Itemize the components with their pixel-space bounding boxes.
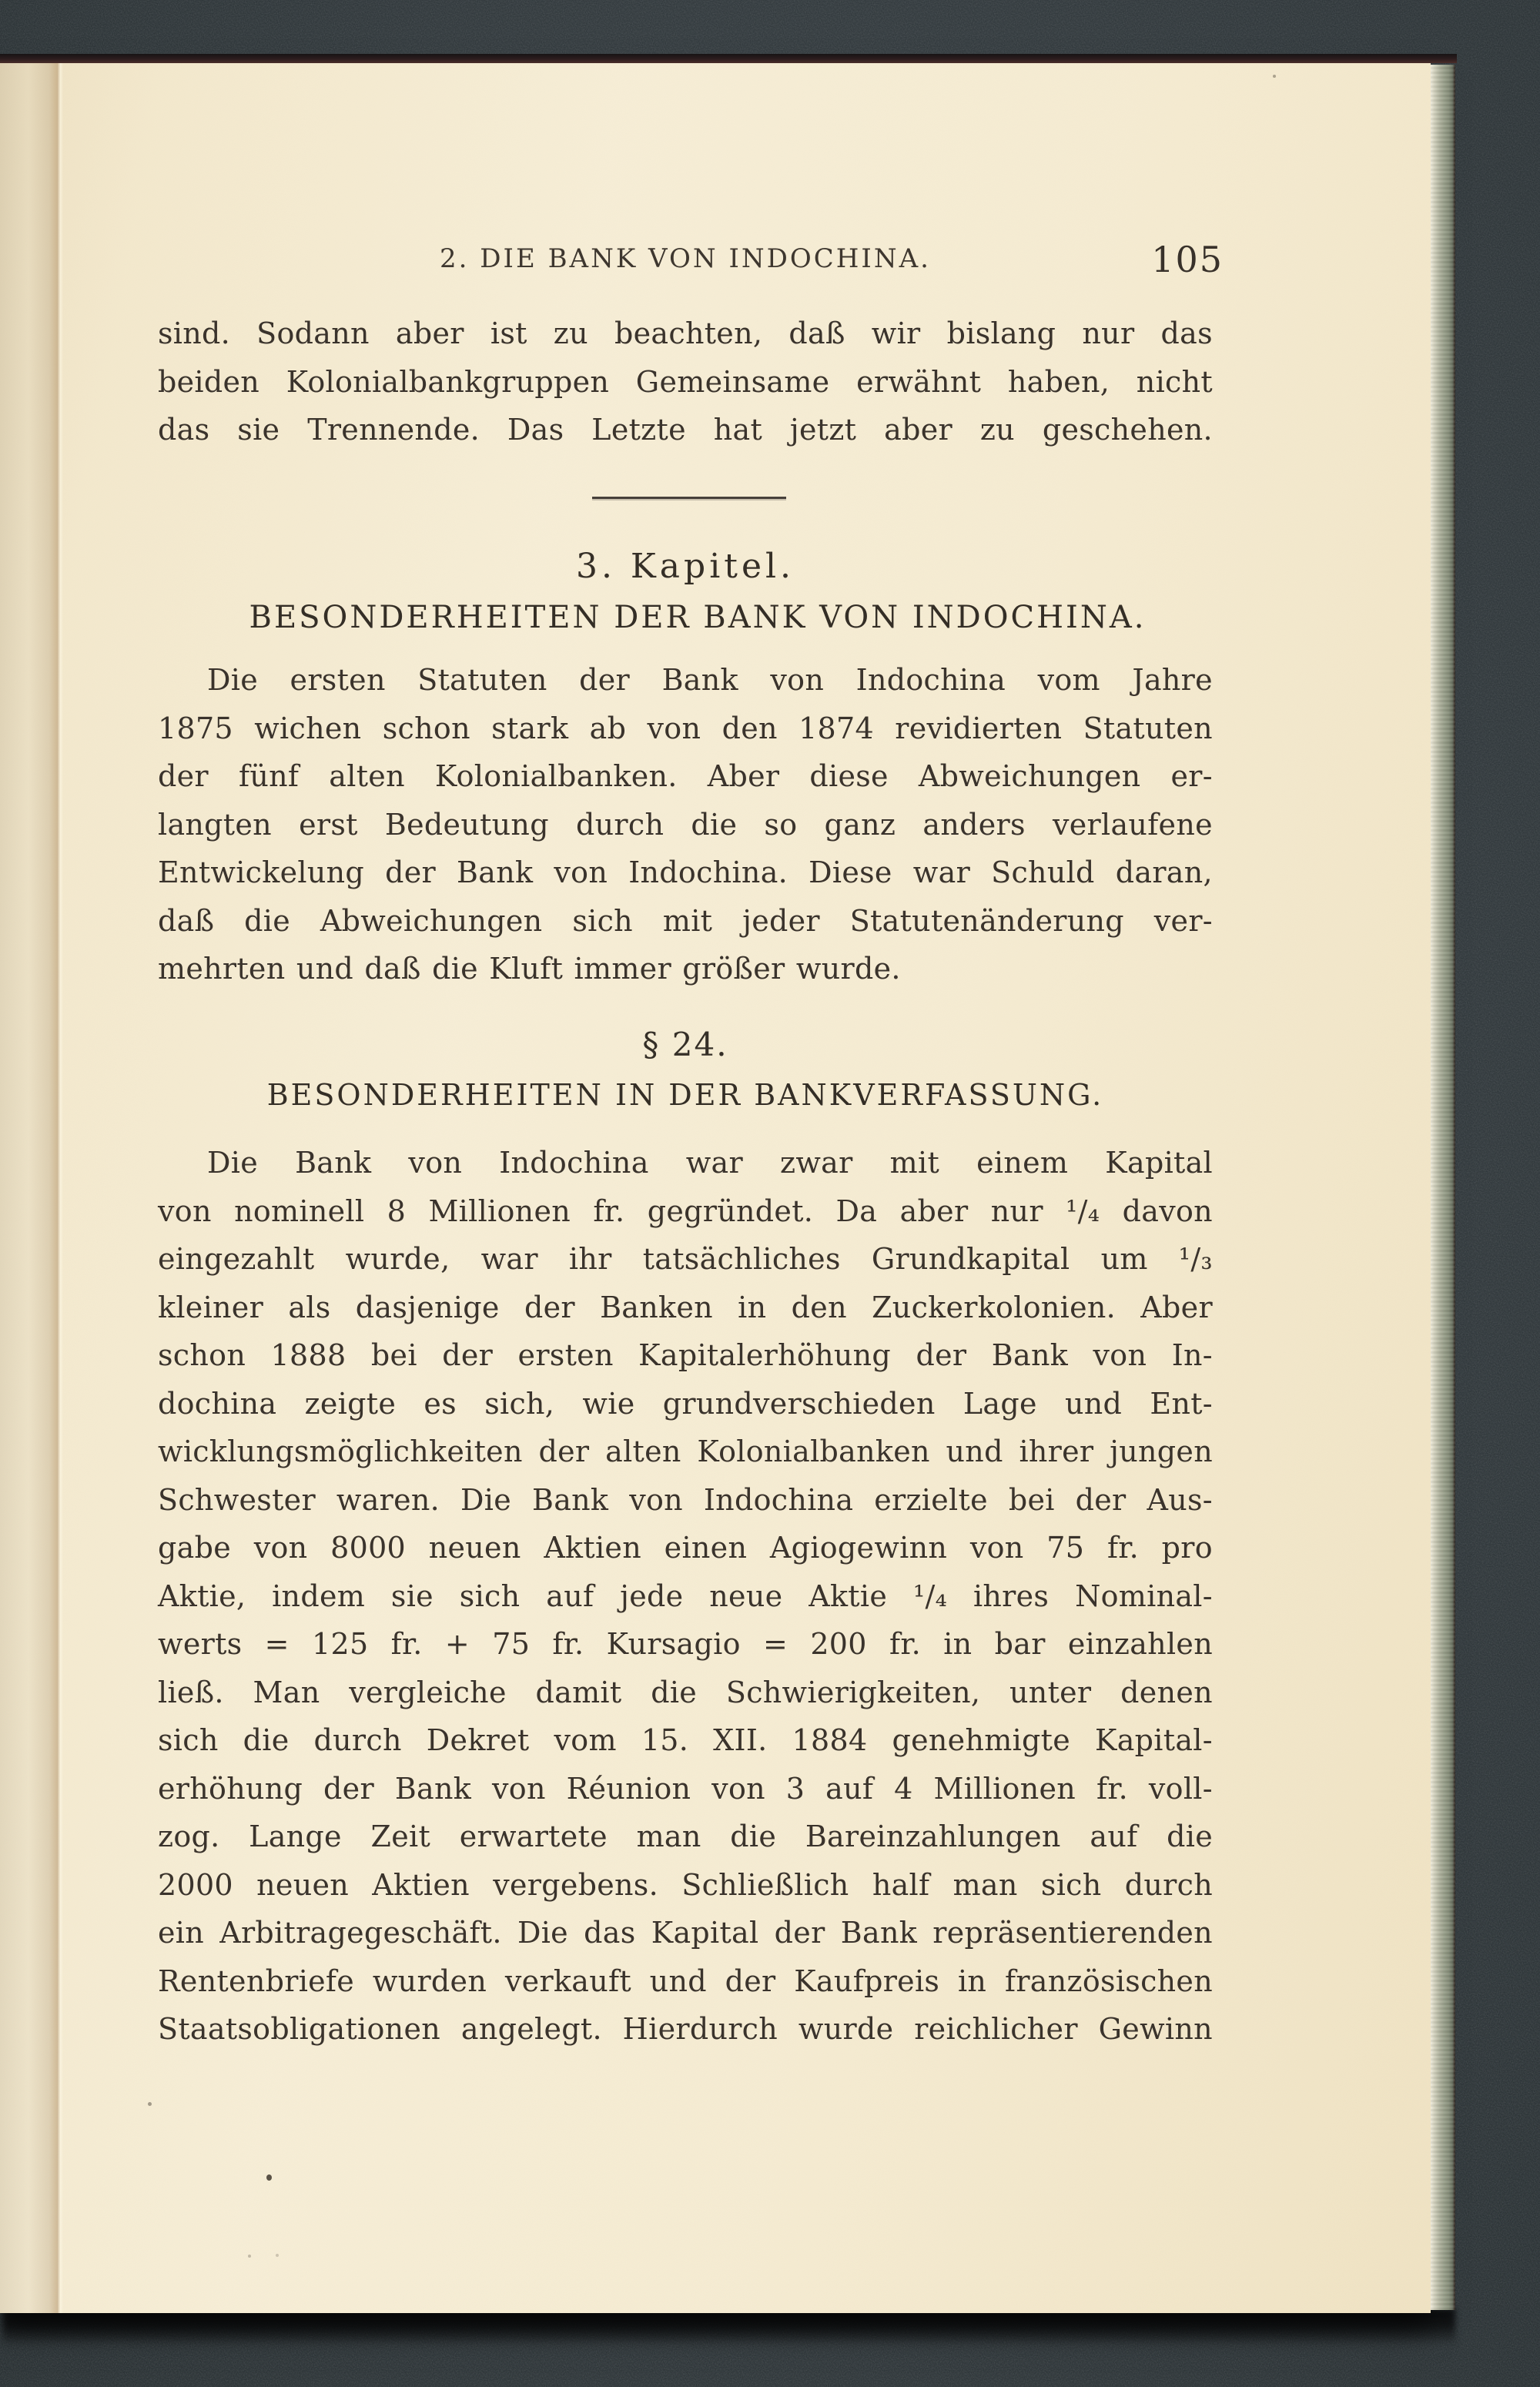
text-line: langten erst Bedeutung durch die so ganz anders verlaufene [158, 807, 1213, 842]
text-line: dochina zeigte es sich, wie grundverschieden Lage und Ent- [158, 1386, 1213, 1421]
text-line: eingezahlt wurde, war ihr tatsächliches Grundkapital um ¹/₃ [158, 1242, 1213, 1276]
text-line: Rentenbriefe wurden verkauft und der Kaufpreis in französischen [158, 1964, 1213, 1998]
book-page [0, 62, 1431, 2313]
text-line: gabe von 8000 neuen Aktien einen Agiogewinn von 75 fr. pro [158, 1531, 1213, 1565]
text-line: werts = 125 fr. + 75 fr. Kursagio = 200 fr. in bar einzahlen [158, 1627, 1213, 1661]
text-line: mehrten und daß die Kluft immer größer wurde. [158, 952, 901, 986]
page-top-edge [0, 54, 1457, 63]
text-line: sich die durch Dekret vom 15. XII. 1884 genehmigte Kapital- [158, 1723, 1213, 1757]
text-line: Die ersten Statuten der Bank von Indochina vom Jahre [207, 663, 1213, 697]
text-line: Schwester waren. Die Bank von Indochina erzielte bei der Aus- [158, 1482, 1213, 1517]
chapter-number-heading: 3. Kapitel. [575, 547, 795, 586]
text-line: Staatsobligationen angelegt. Hierdurch wurde reichlicher Gewinn [158, 2012, 1213, 2046]
text-line: Entwickelung der Bank von Indochina. Diese war Schuld daran, [158, 855, 1213, 889]
paper-speck [248, 2255, 251, 2258]
text-line: daß die Abweichungen sich mit jeder Statutenänderung ver- [158, 903, 1213, 938]
text-line: beiden Kolonialbankgruppen Gemeinsame erwähnt haben, nicht [158, 364, 1213, 399]
text-line: das sie Trennende. Das Letzte hat jetzt aber zu geschehen. [158, 413, 1213, 447]
page-bottom-shadow [3, 2308, 1455, 2345]
text-line: Die Bank von Indochina war zwar mit einem Kapital [207, 1146, 1213, 1180]
text-line: erhöhung der Bank von Réunion von 3 auf 4 Millionen fr. voll- [158, 1771, 1213, 1806]
paper-speck [1273, 75, 1276, 78]
text-line: kleiner als dasjenige der Banken in den Zuckerkolonien. Aber [158, 1290, 1213, 1324]
text-line: schon 1888 bei der ersten Kapitalerhöhung der Bank von In- [158, 1338, 1213, 1372]
text-line: ließ. Man vergleiche damit die Schwierigkeiten, unter denen [158, 1675, 1213, 1709]
chapter-title-heading: BESONDERHEITEN DER BANK VON INDOCHINA. [249, 600, 1147, 635]
page-text-block [158, 62, 1224, 2313]
text-line: Aktie, indem sie sich auf jede neue Aktie ¹/₄ ihres Nominal- [158, 1578, 1213, 1613]
text-line: ein Arbitragegeschäft. Die das Kapital der Bank repräsentierenden [158, 1916, 1213, 1950]
paper-speck [276, 2254, 279, 2257]
text-line: 2000 neuen Aktien vergebens. Schließlich half man sich durch [158, 1867, 1213, 1902]
section-title-heading: BESONDERHEITEN IN DER BANKVERFASSUNG. [266, 1078, 1104, 1112]
text-line: der fünf alten Kolonialbanken. Aber diese Abweichungen er- [158, 759, 1213, 793]
running-header: 2. DIE BANK VON INDOCHINA. [440, 243, 931, 274]
text-line: sind. Sodann aber ist zu beachten, daß wir bislang nur das [158, 316, 1213, 350]
section-divider-rule [592, 497, 786, 499]
paper-speck [266, 2174, 272, 2181]
paper-speck [148, 2102, 152, 2106]
page-edge-stack [1431, 65, 1455, 2310]
section-number-heading: § 24. [642, 1026, 728, 1063]
text-line: von nominell 8 Millionen fr. gegründet. Da aber nur ¹/₄ davon [158, 1194, 1213, 1228]
paragraph-chapter-intro [158, 656, 1213, 993]
page-gutter-shading [0, 62, 57, 2313]
text-line: zog. Lange Zeit erwartete man die Bareinzahlungen auf die [158, 1820, 1213, 1853]
page-header-row [158, 239, 1224, 286]
paragraph-continued [158, 310, 1213, 454]
text-line: wicklungsmöglichkeiten der alten Kolonialbanken und ihrer jungen [158, 1435, 1213, 1468]
page-number: 105 [1151, 239, 1224, 280]
gutter-crease [57, 62, 63, 2313]
text-line: 1875 wichen schon stark ab von den 1874 revidierten Statuten [158, 711, 1213, 745]
paragraph-section-body [158, 1139, 1213, 2054]
